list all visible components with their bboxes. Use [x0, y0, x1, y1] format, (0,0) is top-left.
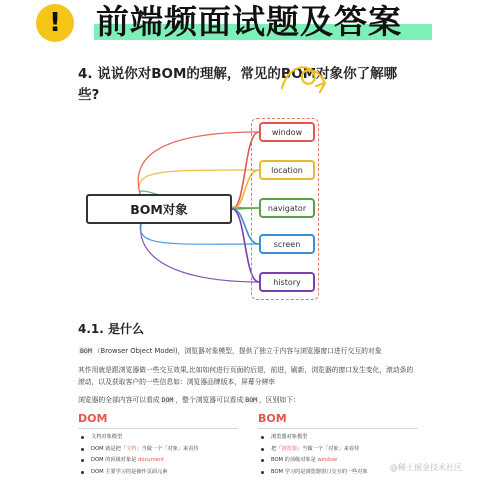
node-window: window [259, 122, 315, 142]
paragraph-3-c: ，区别如下： [259, 396, 300, 404]
paragraph-2: 其作用就是跟浏览器做一些交互效果,比如如何进行页面的后退，前进，刷新，浏览器的窗口发生变化，滚动条的滚动，以及获取客户的一些信息如：浏览器品牌版本，屏幕分辨率 [78, 366, 414, 386]
list-item: DOM 就是把「文档」当做一个「对象」来看待 [80, 444, 199, 456]
node-history: history [259, 272, 315, 292]
list-item: DOM 主要学习的是操作页面元素 [80, 467, 199, 479]
bom-divider [258, 428, 418, 429]
bom-column-title: BOM [258, 412, 287, 425]
watermark: @稀土掘金技术社区 [390, 463, 462, 472]
code-bom-2: BOM [245, 396, 258, 404]
header [0, 0, 480, 44]
list-item: DOM 的顶级对象是 document [80, 455, 199, 467]
paragraph-3 [78, 394, 418, 406]
node-location: location [259, 160, 315, 180]
title-wrap [96, 2, 402, 42]
list-item: BOM 学习的是浏览器窗口交互的一些对象 [260, 467, 368, 479]
paragraph-1-text: （Browser Object Model)，浏览器对象模型，提供了独立于内容与浏览器窗口进行交互的对象 [93, 347, 382, 355]
page-title: 前端频面试题及答案 [96, 2, 402, 41]
paragraph-3-a: 浏览器的全部内容可以看成 [78, 396, 160, 404]
paragraph-3-b: ，整个浏览器可以看成 [175, 396, 244, 404]
node-screen: screen [259, 234, 315, 254]
paragraph-1 [78, 345, 418, 357]
warning-icon [36, 4, 74, 42]
code-dom: DOM [161, 396, 174, 404]
bom-list [260, 432, 368, 478]
dom-list [80, 432, 199, 478]
dom-column-title: DOM [78, 412, 108, 425]
question-heading: 4. 说说你对BOM的理解，常见的BOM对象你了解哪些? [78, 66, 398, 103]
code-bom: BOM [80, 347, 92, 355]
arrow-scribble-icon [278, 58, 330, 104]
list-item: 把「浏览器」当做一个「对象」来看待 [260, 444, 368, 456]
node-navigator: navigator [259, 198, 315, 218]
bom-center-node: BOM对象 [86, 194, 232, 224]
list-item: 浏览器对象模型 [260, 432, 368, 444]
section-title: 4.1. 是什么 [78, 322, 144, 336]
list-item: 文档对象模型 [80, 432, 199, 444]
list-item: BOM 的顶级对象是 window [260, 455, 368, 467]
bom-diagram [78, 112, 328, 308]
warning-glyph: ! [49, 8, 61, 38]
dom-divider [78, 428, 238, 429]
